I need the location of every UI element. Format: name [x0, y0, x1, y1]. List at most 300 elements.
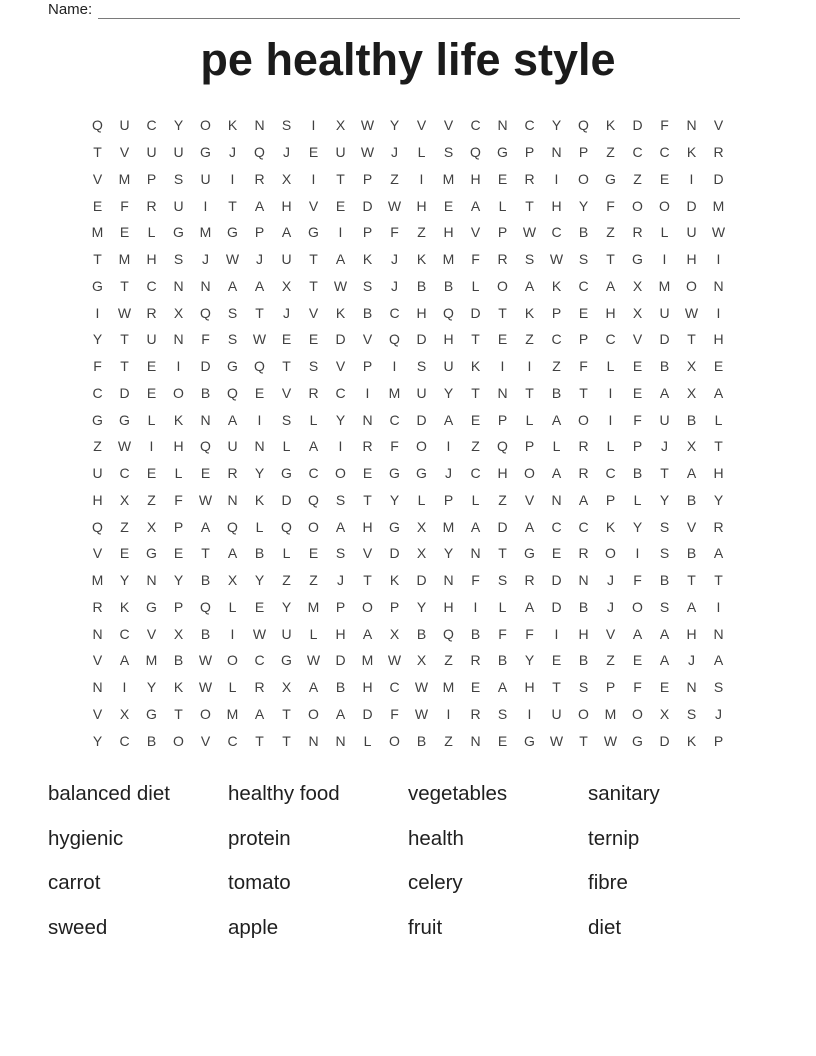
grid-letter: P: [578, 144, 589, 161]
grid-letter: G: [632, 732, 643, 749]
grid-letter: J: [202, 251, 209, 268]
grid-letter: B: [497, 652, 508, 669]
grid-letter: T: [714, 572, 723, 589]
grid-letter: C: [605, 331, 616, 348]
grid-letter: T: [282, 732, 291, 749]
grid-letter: L: [228, 679, 237, 696]
grid-letter: B: [200, 625, 211, 642]
grid-row: [84, 701, 732, 728]
grid-letter: I: [716, 251, 721, 268]
grid-letter: S: [281, 411, 292, 428]
word-list-item: balanced diet: [48, 782, 170, 806]
grid-letter: E: [200, 465, 211, 482]
grid-letter: B: [578, 598, 589, 615]
grid-row: [84, 487, 732, 514]
grid-letter: K: [524, 304, 535, 321]
grid-letter: N: [173, 277, 184, 294]
grid-letter: D: [659, 331, 670, 348]
grid-letter: P: [632, 438, 643, 455]
grid-letter: S: [686, 705, 697, 722]
grid-letter: S: [659, 598, 670, 615]
grid-letter: T: [471, 331, 480, 348]
grid-letter: S: [227, 304, 238, 321]
grid-letter: I: [338, 224, 343, 241]
grid-letter: T: [255, 304, 264, 321]
grid-letter: N: [470, 732, 481, 749]
grid-letter: K: [416, 251, 427, 268]
grid-letter: X: [281, 170, 292, 187]
grid-letter: Y: [578, 197, 589, 214]
grid-letter: L: [282, 545, 291, 562]
grid-letter: A: [686, 598, 697, 615]
grid-letter: I: [716, 304, 721, 321]
grid-letter: I: [122, 679, 127, 696]
grid-letter: C: [146, 117, 157, 134]
grid-letter: S: [227, 331, 238, 348]
grid-letter: T: [336, 170, 345, 187]
grid-letter: F: [471, 572, 480, 589]
grid-letter: P: [578, 331, 589, 348]
grid-letter: R: [524, 572, 535, 589]
grid-letter: B: [362, 304, 373, 321]
grid-letter: A: [686, 465, 697, 482]
grid-letter: I: [311, 170, 316, 187]
grid-letter: Z: [606, 224, 615, 241]
grid-letter: X: [227, 572, 238, 589]
grid-letter: E: [119, 545, 130, 562]
grid-letter: Q: [92, 518, 103, 535]
grid-letter: R: [308, 384, 319, 401]
grid-letter: Z: [552, 358, 561, 375]
grid-letter: Y: [524, 652, 535, 669]
grid-letter: M: [604, 705, 617, 722]
grid-letter: K: [227, 117, 238, 134]
grid-letter: V: [308, 197, 319, 214]
grid-letter: X: [173, 304, 184, 321]
grid-letter: D: [470, 304, 481, 321]
grid-letter: M: [442, 251, 455, 268]
grid-letter: D: [281, 491, 292, 508]
grid-letter: A: [470, 518, 481, 535]
grid-letter: A: [281, 224, 292, 241]
grid-letter: R: [362, 438, 373, 455]
grid-letter: B: [551, 384, 562, 401]
grid-letter: L: [309, 411, 318, 428]
grid-letter: R: [497, 251, 508, 268]
grid-letter: P: [362, 224, 373, 241]
grid-letter: E: [497, 331, 508, 348]
grid-letter: W: [252, 625, 267, 642]
grid-letter: W: [333, 277, 348, 294]
grid-letter: F: [471, 251, 480, 268]
grid-letter: S: [497, 705, 508, 722]
grid-letter: I: [554, 625, 559, 642]
grid-letter: O: [308, 705, 319, 722]
grid-letter: G: [281, 465, 292, 482]
grid-letter: W: [117, 438, 132, 455]
grid-letter: Q: [578, 117, 589, 134]
grid-letter: K: [389, 572, 400, 589]
grid-letter: E: [632, 384, 643, 401]
grid-letter: A: [659, 652, 670, 669]
grid-letter: C: [389, 679, 400, 696]
grid-letter: B: [578, 652, 589, 669]
grid-letter: V: [308, 304, 319, 321]
grid-letter: P: [524, 438, 535, 455]
grid-letter: R: [470, 705, 481, 722]
grid-letter: Q: [497, 438, 508, 455]
grid-letter: B: [686, 411, 697, 428]
grid-letter: X: [686, 438, 697, 455]
grid-letter: U: [173, 197, 184, 214]
grid-letter: C: [254, 652, 265, 669]
grid-letter: Q: [470, 144, 481, 161]
grid-letter: N: [497, 117, 508, 134]
grid-letter: G: [389, 465, 400, 482]
grid-letter: V: [686, 518, 697, 535]
grid-letter: J: [607, 572, 614, 589]
word-list-item: diet: [588, 915, 622, 939]
grid-letter: V: [362, 545, 373, 562]
grid-letter: C: [470, 117, 481, 134]
grid-letter: E: [254, 384, 265, 401]
grid-letter: I: [689, 170, 694, 187]
grid-letter: H: [146, 251, 157, 268]
grid-letter: Z: [120, 518, 129, 535]
grid-letter: Y: [416, 598, 427, 615]
grid-letter: H: [362, 679, 373, 696]
grid-letter: E: [254, 598, 265, 615]
grid-letter: N: [686, 679, 697, 696]
grid-letter: B: [632, 465, 643, 482]
grid-letter: T: [687, 331, 696, 348]
grid-letter: E: [713, 358, 724, 375]
word-search-grid: [84, 112, 732, 754]
grid-letter: A: [335, 705, 346, 722]
grid-letter: U: [200, 170, 211, 187]
grid-letter: O: [578, 411, 589, 428]
grid-letter: O: [335, 465, 346, 482]
grid-letter: Z: [606, 652, 615, 669]
grid-letter: Y: [92, 732, 103, 749]
grid-letter: O: [416, 438, 427, 455]
grid-letter: I: [176, 358, 181, 375]
grid-letter: B: [416, 732, 427, 749]
grid-letter: H: [92, 491, 103, 508]
name-fill-line: [98, 3, 740, 19]
grid-letter: V: [92, 545, 103, 562]
grid-letter: N: [497, 384, 508, 401]
grid-letter: X: [416, 518, 427, 535]
grid-letter: H: [443, 224, 454, 241]
grid-letter: Z: [282, 572, 291, 589]
grid-letter: I: [230, 170, 235, 187]
grid-letter: E: [362, 465, 373, 482]
grid-letter: E: [146, 358, 157, 375]
grid-letter: M: [388, 384, 401, 401]
grid-letter: E: [470, 679, 481, 696]
grid-letter: P: [362, 170, 373, 187]
grid-letter: K: [173, 679, 184, 696]
grid-letter: F: [174, 491, 183, 508]
grid-letter: M: [658, 277, 671, 294]
word-list-item: ternip: [588, 826, 640, 850]
grid-letter: U: [416, 384, 427, 401]
grid-letter: G: [227, 224, 238, 241]
grid-letter: I: [257, 411, 262, 428]
grid-letter: L: [633, 491, 642, 508]
grid-letter: G: [146, 545, 157, 562]
grid-letter: V: [470, 224, 481, 241]
grid-letter: I: [527, 358, 532, 375]
grid-letter: G: [200, 144, 211, 161]
grid-letter: D: [551, 598, 562, 615]
grid-letter: E: [659, 170, 670, 187]
grid-letter: Q: [200, 304, 211, 321]
grid-letter: Z: [498, 491, 507, 508]
grid-letter: G: [524, 732, 535, 749]
grid-letter: N: [308, 732, 319, 749]
grid-letter: Y: [92, 331, 103, 348]
grid-letter: S: [713, 679, 724, 696]
grid-letter: M: [118, 170, 131, 187]
grid-letter: A: [632, 625, 643, 642]
grid-letter: Y: [173, 117, 184, 134]
grid-letter: F: [633, 679, 642, 696]
grid-letter: T: [228, 197, 237, 214]
grid-letter: M: [199, 224, 212, 241]
grid-letter: X: [686, 358, 697, 375]
grid-letter: P: [335, 598, 346, 615]
grid-letter: U: [686, 224, 697, 241]
grid-letter: I: [446, 438, 451, 455]
word-list-item: vegetables: [408, 782, 508, 806]
grid-letter: I: [554, 170, 559, 187]
grid-letter: L: [363, 732, 372, 749]
grid-letter: S: [335, 491, 346, 508]
grid-letter: R: [227, 465, 238, 482]
grid-letter: K: [119, 598, 130, 615]
grid-letter: H: [416, 304, 427, 321]
grid-letter: H: [443, 598, 454, 615]
grid-row: [84, 192, 732, 219]
grid-letter: S: [416, 358, 427, 375]
grid-letter: O: [200, 117, 211, 134]
grid-letter: O: [362, 598, 373, 615]
grid-letter: I: [230, 625, 235, 642]
grid-letter: I: [608, 384, 613, 401]
grid-letter: I: [716, 598, 721, 615]
grid-letter: B: [443, 277, 454, 294]
grid-letter: U: [227, 438, 238, 455]
grid-letter: Q: [200, 598, 211, 615]
grid-letter: A: [200, 518, 211, 535]
grid-letter: K: [686, 732, 697, 749]
grid-letter: F: [390, 438, 399, 455]
grid-letter: A: [524, 598, 535, 615]
grid-letter: L: [498, 197, 507, 214]
grid-letter: N: [578, 572, 589, 589]
grid-letter: T: [606, 251, 615, 268]
grid-letter: P: [443, 491, 454, 508]
grid-letter: D: [416, 411, 427, 428]
grid-letter: T: [93, 144, 102, 161]
grid-letter: T: [579, 384, 588, 401]
grid-letter: L: [309, 625, 318, 642]
grid-letter: R: [146, 304, 157, 321]
grid-letter: Q: [227, 384, 238, 401]
grid-letter: G: [227, 358, 238, 375]
grid-letter: T: [471, 384, 480, 401]
grid-letter: G: [281, 652, 292, 669]
grid-letter: J: [661, 438, 668, 455]
grid-letter: C: [119, 732, 130, 749]
grid-letter: H: [713, 331, 724, 348]
grid-letter: N: [713, 625, 724, 642]
grid-letter: O: [389, 732, 400, 749]
grid-letter: T: [525, 197, 534, 214]
grid-letter: K: [335, 304, 346, 321]
grid-letter: Q: [443, 304, 454, 321]
grid-letter: R: [524, 170, 535, 187]
grid-letter: Y: [443, 384, 454, 401]
grid-letter: I: [95, 304, 100, 321]
grid-letter: S: [335, 545, 346, 562]
grid-letter: A: [227, 277, 238, 294]
grid-letter: U: [281, 251, 292, 268]
grid-letter: E: [497, 732, 508, 749]
grid-letter: Q: [200, 438, 211, 455]
grid-letter: N: [92, 679, 103, 696]
grid-letter: W: [522, 224, 537, 241]
grid-letter: S: [281, 117, 292, 134]
grid-letter: B: [335, 679, 346, 696]
grid-letter: O: [578, 705, 589, 722]
grid-letter: H: [578, 625, 589, 642]
grid-letter: W: [387, 652, 402, 669]
word-list-item: fibre: [588, 871, 628, 895]
grid-letter: G: [92, 277, 103, 294]
grid-letter: S: [578, 679, 589, 696]
grid-letter: B: [578, 224, 589, 241]
grid-letter: W: [414, 705, 429, 722]
grid-letter: E: [443, 197, 454, 214]
grid-letter: U: [146, 331, 157, 348]
grid-letter: W: [360, 117, 375, 134]
grid-row: [84, 460, 732, 487]
grid-letter: I: [608, 411, 613, 428]
grid-letter: J: [715, 705, 722, 722]
grid-letter: Y: [146, 679, 157, 696]
grid-letter: A: [227, 411, 238, 428]
grid-letter: X: [146, 518, 157, 535]
grid-letter: I: [473, 598, 478, 615]
grid-letter: T: [201, 545, 210, 562]
grid-letter: H: [551, 197, 562, 214]
grid-row: [84, 620, 732, 647]
grid-letter: S: [578, 251, 589, 268]
grid-letter: A: [335, 251, 346, 268]
grid-letter: Q: [443, 625, 454, 642]
grid-letter: O: [605, 545, 616, 562]
grid-letter: T: [552, 679, 561, 696]
grid-letter: R: [254, 170, 265, 187]
grid-letter: I: [635, 545, 640, 562]
grid-letter: C: [551, 224, 562, 241]
grid-letter: E: [146, 465, 157, 482]
grid-letter: F: [579, 358, 588, 375]
grid-letter: F: [606, 197, 615, 214]
grid-letter: I: [500, 358, 505, 375]
grid-letter: B: [200, 384, 211, 401]
grid-letter: A: [524, 518, 535, 535]
grid-row: [84, 273, 732, 300]
word-list-item: sweed: [48, 915, 108, 939]
grid-letter: E: [551, 545, 562, 562]
grid-letter: T: [579, 732, 588, 749]
grid-letter: Y: [632, 518, 643, 535]
grid-letter: H: [443, 331, 454, 348]
grid-letter: B: [686, 545, 697, 562]
grid-letter: V: [713, 117, 724, 134]
grid-letter: L: [714, 411, 723, 428]
grid-letter: O: [659, 197, 670, 214]
grid-letter: T: [120, 277, 129, 294]
grid-letter: Y: [443, 545, 454, 562]
grid-letter: R: [470, 652, 481, 669]
grid-letter: T: [309, 251, 318, 268]
grid-letter: E: [497, 170, 508, 187]
grid-letter: N: [92, 625, 103, 642]
grid-letter: N: [227, 491, 238, 508]
grid-letter: L: [606, 438, 615, 455]
grid-letter: A: [335, 518, 346, 535]
grid-letter: K: [470, 358, 481, 375]
grid-letter: E: [173, 545, 184, 562]
grid-letter: H: [173, 438, 184, 455]
grid-letter: O: [686, 277, 697, 294]
grid-letter: O: [308, 518, 319, 535]
grid-letter: U: [659, 304, 670, 321]
grid-letter: A: [551, 411, 562, 428]
grid-row: [84, 299, 732, 326]
grid-letter: Q: [389, 331, 400, 348]
grid-letter: K: [605, 518, 616, 535]
grid-letter: W: [306, 652, 321, 669]
grid-letter: D: [497, 518, 508, 535]
grid-letter: A: [713, 545, 724, 562]
grid-letter: T: [282, 705, 291, 722]
grid-letter: Z: [525, 331, 534, 348]
grid-letter: T: [282, 358, 291, 375]
grid-letter: J: [337, 572, 344, 589]
grid-letter: L: [471, 277, 480, 294]
grid-letter: K: [173, 411, 184, 428]
grid-letter: N: [146, 572, 157, 589]
grid-letter: I: [662, 251, 667, 268]
grid-letter: N: [470, 545, 481, 562]
grid-letter: N: [686, 117, 697, 134]
grid-row: [84, 540, 732, 567]
grid-letter: W: [225, 251, 240, 268]
grid-letter: W: [414, 679, 429, 696]
grid-letter: L: [606, 358, 615, 375]
grid-row: [84, 433, 732, 460]
grid-letter: U: [281, 625, 292, 642]
grid-letter: H: [416, 197, 427, 214]
grid-letter: A: [713, 652, 724, 669]
grid-letter: O: [173, 732, 184, 749]
